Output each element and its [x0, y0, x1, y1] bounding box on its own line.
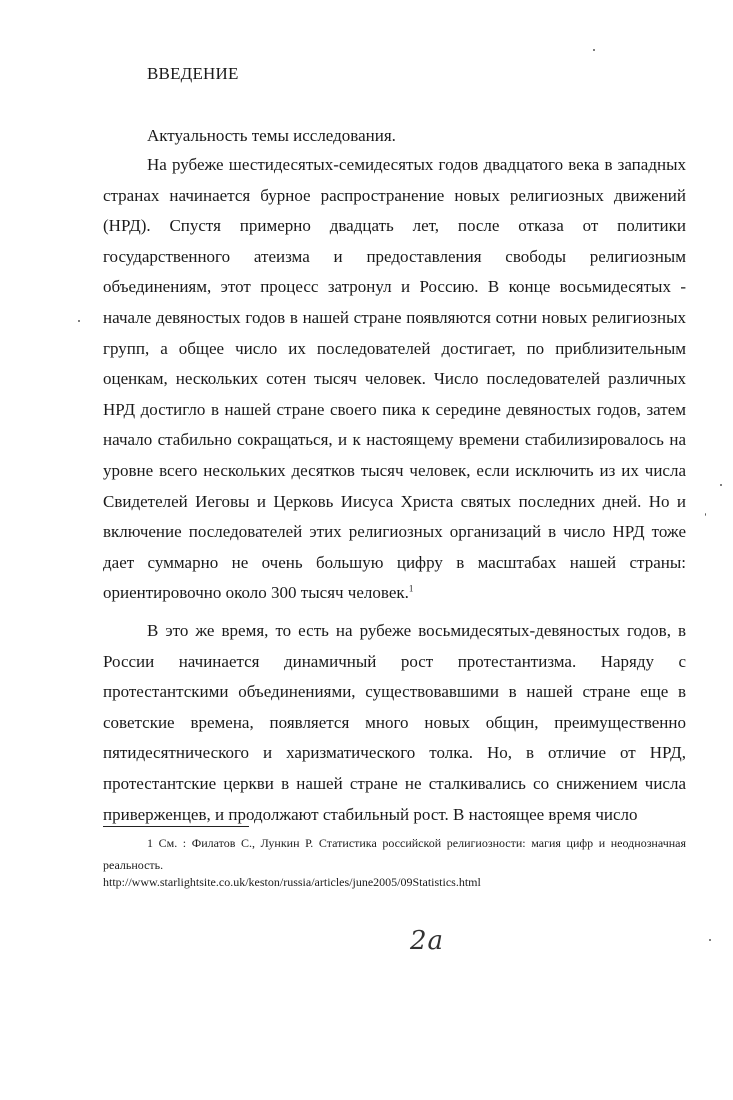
- section-heading: ВВЕДЕНИЕ: [147, 64, 239, 83]
- paragraph-2: [103, 616, 686, 830]
- footnote-divider: [103, 826, 249, 827]
- scan-speck: [705, 513, 706, 516]
- paragraph-1: [103, 150, 686, 609]
- scan-speck: [78, 320, 80, 322]
- scan-speck: [593, 49, 595, 51]
- paragraph-2-text: В это же время, то есть на рубеже восьмидесятых-девяностых годов, в России начинается динамичный рост протестантизма. Наряду с протестантскими объединениями, существовавшими в нашей стране еще в советские времена, появляется много новых общин, преимущественно пятидесятнического и харизматического толка. Но, в отличие от НРД, протестантские церкви в нашей стране не сталкивались со снижением числа приверженцев, и продолжают стабильный рост. В настоящее время число: [103, 621, 686, 824]
- footnote-url: http://www.starlightsite.co.uk/keston/russia/articles/june2005/09Statistics.html: [103, 875, 481, 889]
- handwritten-page-number: 2а: [410, 926, 445, 956]
- footnote: 1 См. : Филатов С., Лункин Р. Статистика российской религиозности: магия цифр и неоднозначная реальность.: [103, 836, 686, 872]
- scan-speck: [720, 484, 722, 486]
- scan-speck: [709, 939, 711, 941]
- paragraph-1-text: На рубеже шестидесятых-семидесятых годов двадцатого века в западных странах начинается бурное распространение новых религиозных движений (НРД). Спустя примерно двадцать лет, после отказа от политики государственного атеизма и предоставления свободы религиозным объединениям, этот процесс затронул и Россию. В конце восьмидесятых - начале девяностых годов в нашей стране появляются сотни новых религиозных групп, а общее число их последователей достигает, по приблизительным оценкам, нескольких сотен тысяч человек. Число последователей различных НРД достигло в нашей стране своего пика к середине девяностых годов, затем начало стабильно сокращаться, и к настоящему времени стабилизировалось на уровне всего нескольких десятков тысяч человек, если исключить из их числа Свидетелей Иеговы и Церковь Иисуса Христа святых последних дней. Но и включение последователей этих религиозных организаций в число НРД тоже дает суммарно не очень большую цифру в масштабах нашей страны: ориентировочно около 300 тысяч человек.: [103, 155, 686, 603]
- subheading: Актуальность темы исследования.: [147, 126, 396, 145]
- footnote-reference: 1: [408, 583, 414, 594]
